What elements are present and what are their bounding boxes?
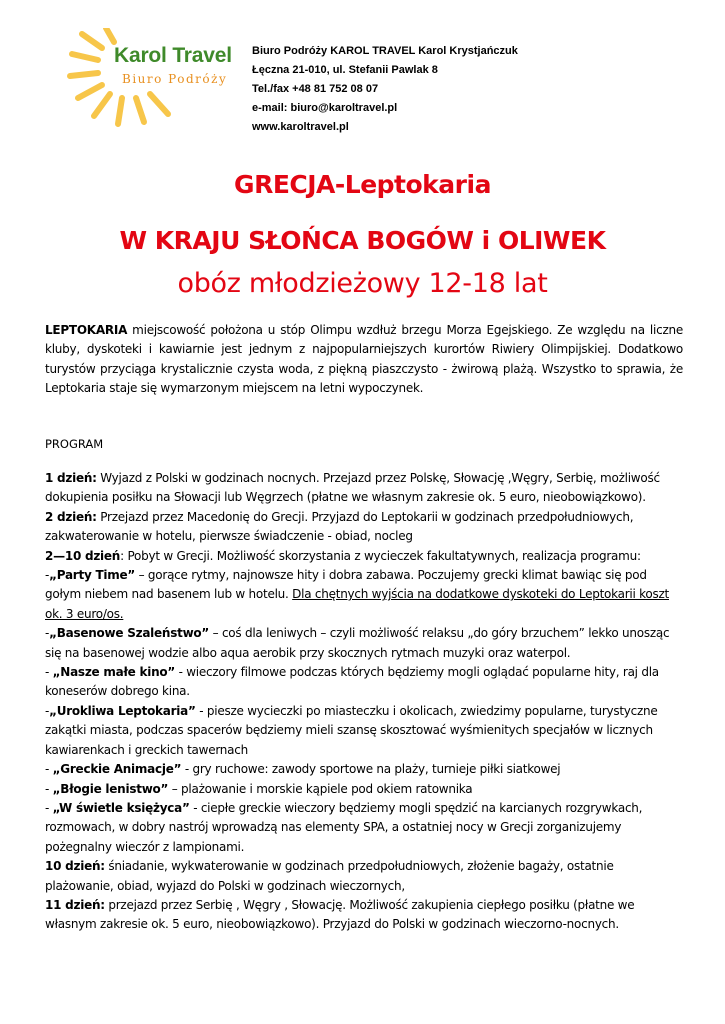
activity-label: „Greckie Animacje” <box>52 762 182 777</box>
destination-title: GRECJA-Leptokaria <box>234 170 491 199</box>
intro-text: miejscowość położona u stóp Olimpu wzdłuż brzegu Morza Egejskiego. Ze względu na liczne kluby, dyskoteki i kawiarnie jest jednym z najpopularniejszych kurortów Riwiery Olimpijskiej. Dodatkowo turystów przyciąga krystalicznie czysta woda, z piękną piaszczysto - żwirową plażą. Wszystko to sprawia, że Leptokaria staje się wymarzonym miejscem na letni wypoczynek. <box>45 323 683 396</box>
activity-prefix: - <box>45 626 50 641</box>
logo-subtitle: Biuro Podróży <box>122 72 228 86</box>
intro-paragraph <box>45 321 683 399</box>
activity-text: - gry ruchowe: zawody sportowe na plaży, turnieje piłki siatkowej <box>181 762 561 777</box>
activity-prefix: - <box>45 762 53 777</box>
activity-party-time <box>45 566 683 624</box>
day-label: 2 dzień: <box>45 509 97 524</box>
activity-label: „Urokliwa Leptokaria” <box>49 703 196 718</box>
contact-info <box>252 42 518 137</box>
activity-label: „Błogie lenistwo” <box>52 781 169 796</box>
activity-label: „Party Time” <box>49 568 136 583</box>
activity-relax <box>45 780 683 799</box>
activity-cinema <box>45 663 683 702</box>
activity-prefix: - <box>45 800 53 815</box>
company-email[interactable]: e-mail: biuro@karoltravel.pl <box>252 102 398 114</box>
activity-note: Dla chętnych wyjścia na dodatkowe dyskoteki do Leptokarii koszt ok. 3 euro/os. <box>45 587 669 621</box>
activity-label: „W świetle księżyca” <box>52 800 190 815</box>
program-day-11 <box>45 896 683 935</box>
activity-label: „Basenowe Szaleństwo” <box>49 626 210 641</box>
program-day-1 <box>45 469 683 508</box>
day-label: 11 dzień: <box>45 897 105 912</box>
company-website[interactable]: www.karoltravel.pl <box>252 121 349 133</box>
activity-prefix: - <box>45 781 53 796</box>
logo-name: Karol Travel <box>114 44 232 67</box>
activity-prefix: - <box>45 665 53 680</box>
activity-prefix: - <box>45 703 50 718</box>
activity-text: – plażowanie i morskie kąpiele pod okiem ratownika <box>168 781 473 796</box>
activity-sightseeing <box>45 702 683 760</box>
program-heading: PROGRAM <box>45 437 104 451</box>
headline: W KRAJU SŁOŃCA BOGÓW i OLIWEK <box>119 226 606 255</box>
activity-pool <box>45 624 683 663</box>
activity-prefix: - <box>45 568 50 583</box>
program-list <box>45 469 683 935</box>
day-text: przejazd przez Serbię , Węgry , Słowację. Możliwość zakupienia ciepłego posiłku (płatne we własnym zakresie ok. 5 euro, nieobowiązkowo). Przyjazd do Polski w godzinach wieczorno-nocnych. <box>45 897 635 932</box>
camp-subtitle: obóz młodzieżowy 12-18 lat <box>177 268 548 299</box>
day-label: 2—10 dzień <box>45 548 121 563</box>
program-day-10 <box>45 857 683 896</box>
intro-lead: LEPTOKARIA <box>45 323 128 337</box>
day-label: 1 dzień: <box>45 471 97 485</box>
program-day-2 <box>45 508 683 547</box>
activity-text: – gorące rytmy, najnowsze hity i dobra zabawa. Poczujemy grecki klimat bawiąc się pod gołym niebem nad basenem lub w hotelu. <box>45 568 647 602</box>
activity-text: – coś dla leniwych – czyli możliwość relaksu „do góry brzuchem” lekko unosząc się na basenowej wodzie albo aqua aerobik przy skocznych rytmach muzyki oraz waterpol. <box>45 626 670 660</box>
day-label: 10 dzień: <box>45 859 105 874</box>
day-text: śniadanie, wykwaterowanie w godzinach przedpołudniowych, złożenie bagaży, ostatnie plażowanie, obiad, wyjazd do Polski w godzinach wieczornych, <box>45 859 614 893</box>
company-phone: Tel./fax +48 81 752 08 07 <box>252 83 379 95</box>
day-text: Wyjazd z Polski w godzinach nocnych. Przejazd przez Polskę, Słowację ,Węgry, Serbię, możliwość dokupienia posiłku na Słowacji lub Węgrzech (płatne we własnym zakresie ok. 5 euro, nieobowiązkowo). <box>45 471 660 505</box>
company-name: Biuro Podróży KAROL TRAVEL Karol Krystjańczuk <box>252 45 518 57</box>
activity-text: - piesze wycieczki po miasteczku i okolicach, zwiedzimy popularne, turystyczne zakątki miasta, podczas spacerów będziemy mieli szansę skosztować wyśmienitych specjałów w licznych kawiarenkach i greckich tawernach <box>45 703 658 757</box>
activity-animations <box>45 760 683 779</box>
activity-label: „Nasze małe kino” <box>52 665 176 680</box>
activity-text: - wieczory filmowe podczas których będziemy mogli oglądać popularne hity, raj dla koneserów dobrego kina. <box>45 665 659 699</box>
activity-text: - ciepłe greckie wieczory będziemy mogli spędzić na karcianych rozgrywkach, rozmowach, w dobry nastrój wprowadzą nas elementy SPA, a ostatniej nocy w Grecji zorganizujemy pożegnalny wieczór z lampionami. <box>45 800 643 854</box>
day-text: : Pobyt w Grecji. Możliwość skorzystania z wycieczek fakultatywnych, realizacja programu: <box>120 548 641 563</box>
company-logo <box>64 28 232 128</box>
activity-moonlight <box>45 799 683 857</box>
program-days-2-10 <box>45 547 683 566</box>
day-text: Przejazd przez Macedonię do Grecji. Przyjazd do Leptokarii w godzinach przedpołudniowych, zakwaterowanie w hotelu, pierwsze świadczenie - obiad, nocleg <box>45 509 634 544</box>
company-address: Łęczna 21-010, ul. Stefanii Pawlak 8 <box>252 64 438 76</box>
